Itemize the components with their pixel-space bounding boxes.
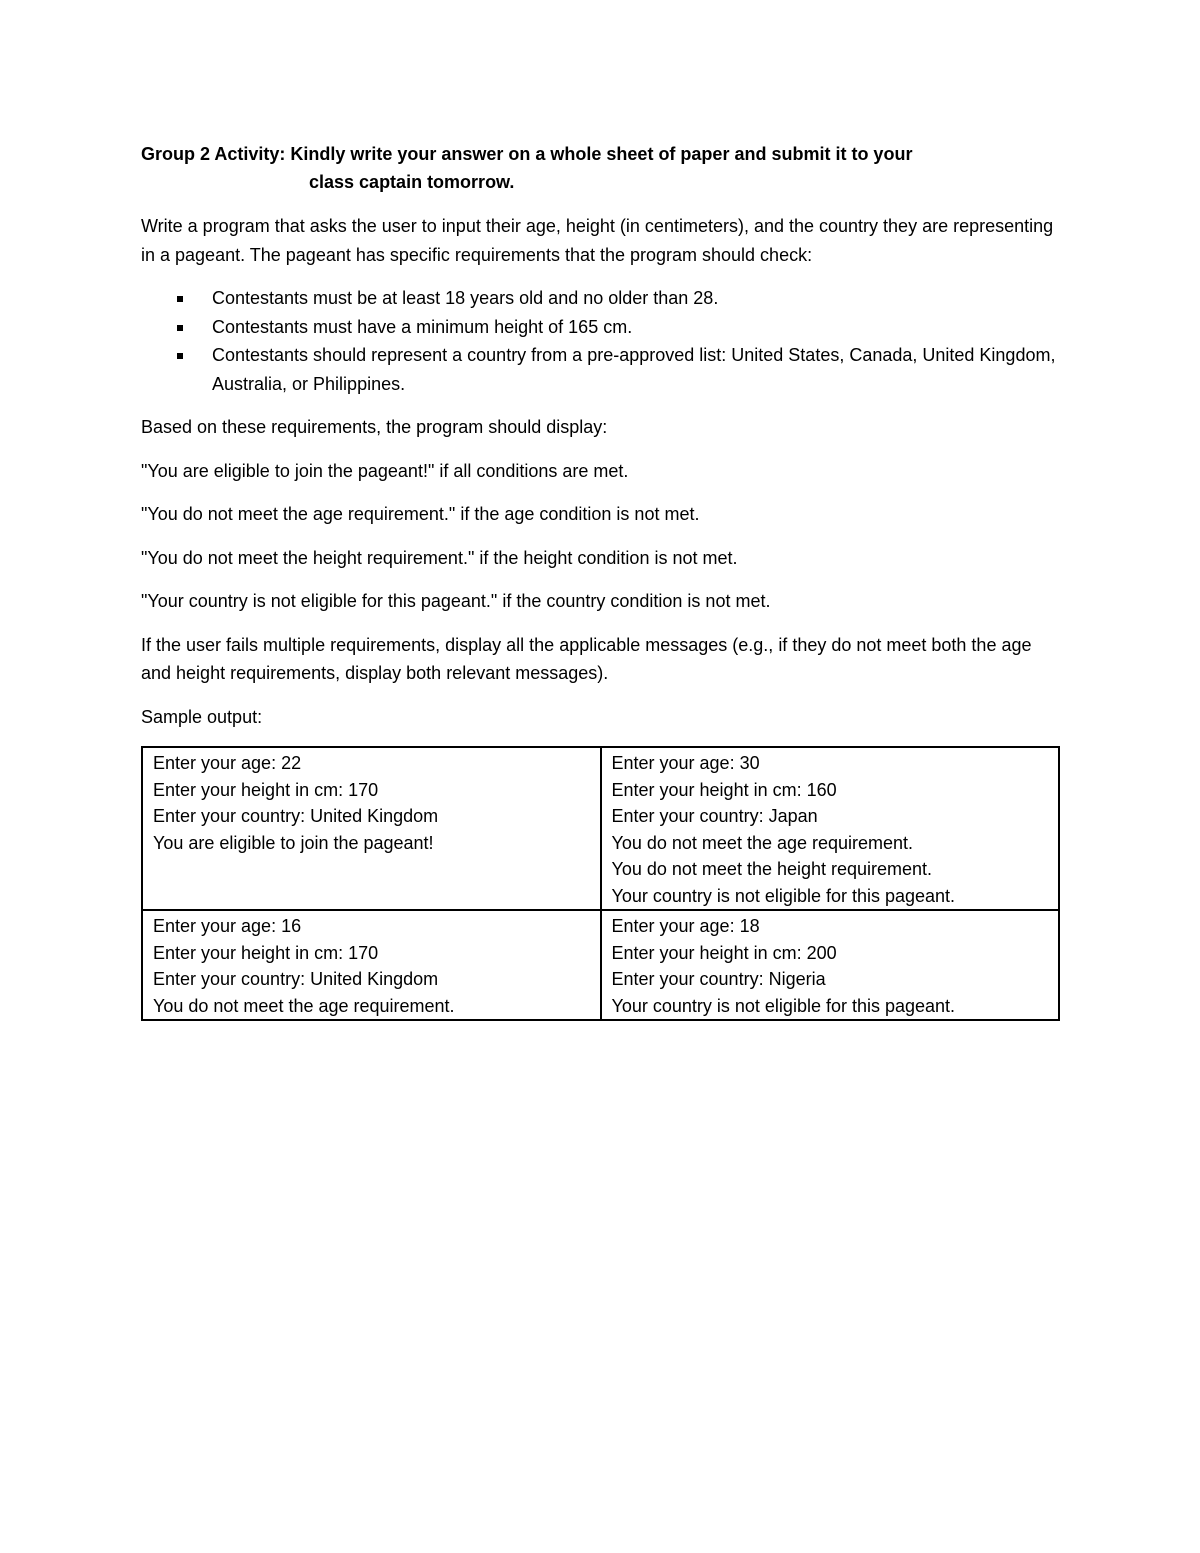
requirement-text: Contestants should represent a country from a pre-approved list: United States, Canada, United Kingdom, Australia, or Philippines. [212,345,1056,394]
sample-line: Your country is not eligible for this pageant. [611,885,956,906]
requirement-text: Contestants must have a minimum height of 165 cm. [212,316,633,337]
sample-output-label: Sample output: [141,706,263,727]
sample-line: You do not meet the height requirement. [611,859,933,879]
requirement-item [141,284,1061,313]
sample-line: Enter your height in cm: 170 [153,942,379,963]
sample-cell [142,910,601,1020]
activity-heading [141,140,1061,196]
sample-line: Enter your height in cm: 200 [611,942,837,963]
sample-line: Enter your country: Nigeria [611,969,826,989]
sample-line: Enter your country: United Kingdom [153,806,439,826]
message-height: "You do not meet the height requirement." if the height condition is not met. [141,547,738,568]
sample-line: Enter your country: Japan [611,806,818,826]
multiple-requirements-note: If the user fails multiple requirements, display all the applicable messages (e.g., if they do not meet both the age and height requirements, display both relevant messages). [141,634,1032,683]
activity-heading-line-1: Group 2 Activity: Kindly write your answer on a whole sheet of paper and submit it to your [141,144,913,164]
sample-line: Enter your age: 18 [611,916,760,936]
sample-line: You do not meet the age requirement. [611,832,914,853]
requirement-item [141,313,1061,342]
sample-line: Enter your age: 16 [153,916,302,936]
sample-line: You do not meet the age requirement. [153,995,455,1016]
message-country: "Your country is not eligible for this pageant." if the country condition is not met. [141,591,771,611]
sample-cell [601,747,1060,910]
requirement-item [141,341,1061,398]
sample-line: Enter your age: 22 [153,753,302,773]
sample-cell [142,747,601,910]
square-bullet-icon [177,353,183,359]
requirement-text: Contestants must be at least 18 years old and no older than 28. [212,288,719,308]
square-bullet-icon [177,296,183,302]
message-age: "You do not meet the age requirement." if the age condition is not met. [141,504,700,524]
document-page [141,140,1061,1021]
sample-line: Your country is not eligible for this pageant. [611,995,956,1016]
sample-line: Enter your height in cm: 160 [611,779,837,800]
sample-line: Enter your country: United Kingdom [153,969,439,989]
sample-cell [601,910,1060,1020]
activity-heading-line-2: class captain tomorrow. [309,172,515,192]
intro-paragraph: Write a program that asks the user to input their age, height (in centimeters), and the country they are representing in a pageant. The pageant has specific requirements that the program should check: [141,216,1054,265]
sample-line: You are eligible to join the pageant! [153,832,434,853]
display-intro: Based on these requirements, the program should display: [141,417,608,437]
sample-line: Enter your age: 30 [611,753,760,773]
sample-output-table [141,746,1060,1021]
sample-row [142,910,1059,1020]
message-eligible: "You are eligible to join the pageant!" if all conditions are met. [141,460,629,481]
requirements-list [141,284,1061,398]
sample-row [142,747,1059,910]
sample-line: Enter your height in cm: 170 [153,779,379,800]
square-bullet-icon [177,325,183,331]
